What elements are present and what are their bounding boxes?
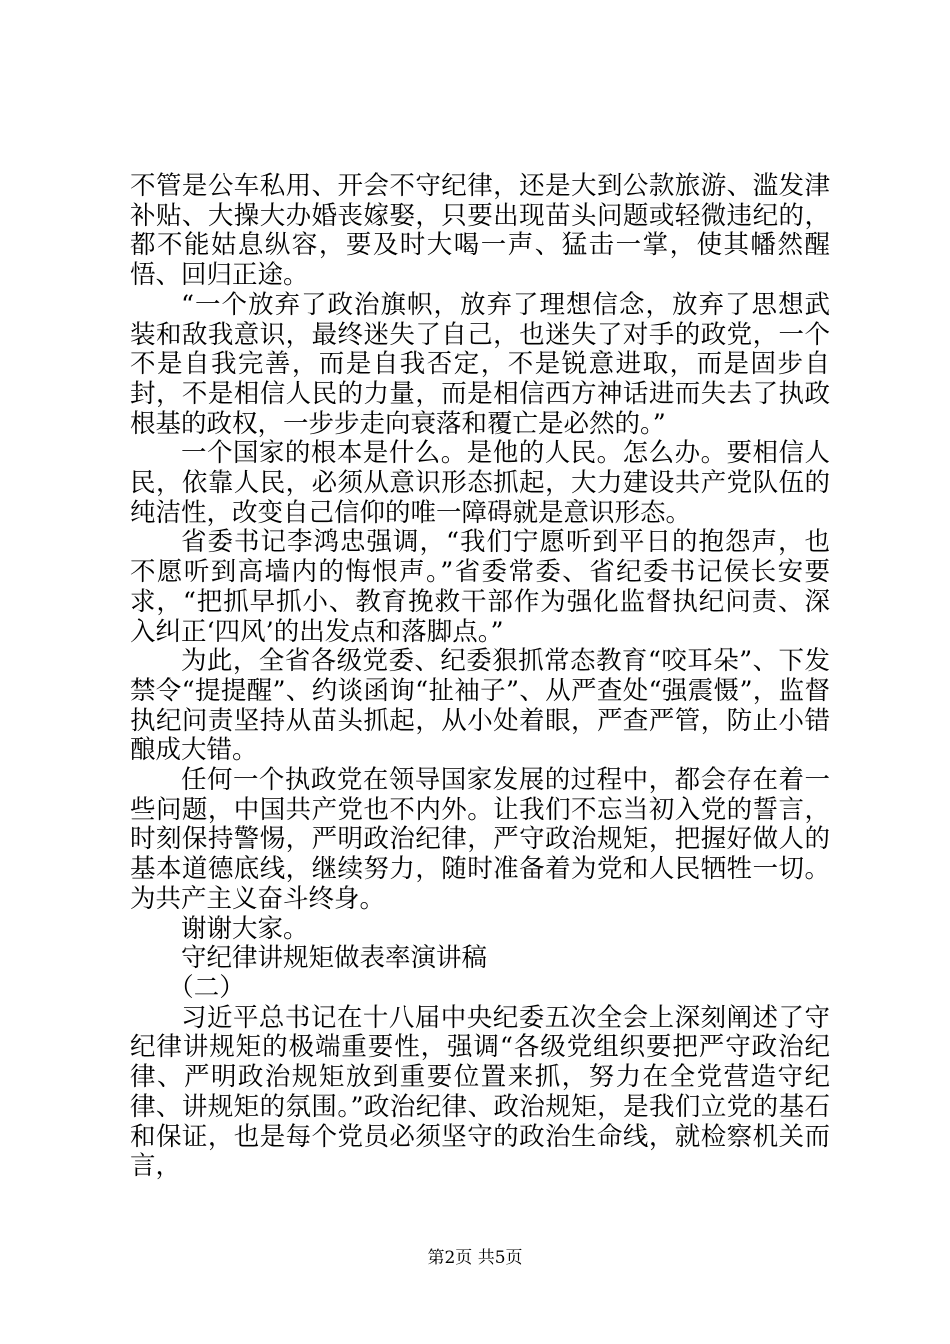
paragraph-6: 任何一个执政党在领导国家发展的过程中，都会存在着一些问题，中国共产党也不内外。让我们不忘当初入党的誓言，时刻保持警惕，严明政治纪律，严守政治规矩，把握好做人的基本道德底线，继续努力，随时准备着为党和人民牺牲一切。为共产主义奋斗终身。 (130, 765, 830, 914)
section-title: 守纪律讲规矩做表率演讲稿 (181, 943, 488, 974)
document-body (130, 172, 830, 1182)
paragraph-4: 省委书记李鸿忠强调，“我们宁愿听到平日的抱怨声，也不愿听到高墙内的悔恨声。”省委常委、省纪委书记侯长安要求，“把抓早抓小、教育挽救干部作为强化监督执纪问责、深入纠正‘四风’的出发点和落脚点。” (130, 527, 830, 647)
section-number: （二） (168, 972, 245, 1003)
paragraph-2: “一个放弃了政治旗帜，放弃了理想信念，放弃了思想武装和敌我意识，最终迷失了自己，也迷失了对手的政党，一个不是自我完善，而是自我否定，不是锐意进取，而是固步自封，不是相信人民的力量，而是相信西方神话进而失去了执政根基的政权，一步步走向衰落和覆亡是必然的。” (130, 289, 830, 439)
paragraph-thanks: 谢谢大家。 (181, 913, 309, 944)
paragraph-1: 不管是公车私用、开会不守纪律，还是大到公款旅游、滥发津补贴、大操大办婚丧嫁娶，只要出现苗头问题或轻微违纪的，都不能姑息纵容，要及时大喝一声、猛击一掌，使其幡然醒悟、回归正途。 (130, 171, 830, 291)
paragraph-3: 一个国家的根本是什么。是他的人民。怎么办。要相信人民，依靠人民，必须从意识形态抓起，大力建设共产党队伍的纯洁性，改变自己信仰的唯一障碍就是意识形态。 (130, 438, 830, 528)
page-number-footer: 第2页 共5页 (427, 1248, 523, 1268)
paragraph-5: 为此，全省各级党委、纪委狠抓常态教育“咬耳朵”、下发禁令“提提醒”、约谈函询“扯袖子”、从严查处“强震慑”，监督执纪问责坚持从苗头抓起，从小处着眼，严查严管，防止小错酿成大错。 (130, 646, 830, 766)
paragraph-7: 习近平总书记在十八届中央纪委五次全会上深刻阐述了守纪律讲规矩的极端重要性，强调“各级党组织要把严守政治纪律、严明政治规矩放到重要位置来抓，努力在全党营造守纪律、讲规矩的氛围。”政治纪律、政治规矩，是我们立党的基石和保证，也是每个党员必须坚守的政治生命线，就检察机关而言， (130, 1002, 830, 1182)
